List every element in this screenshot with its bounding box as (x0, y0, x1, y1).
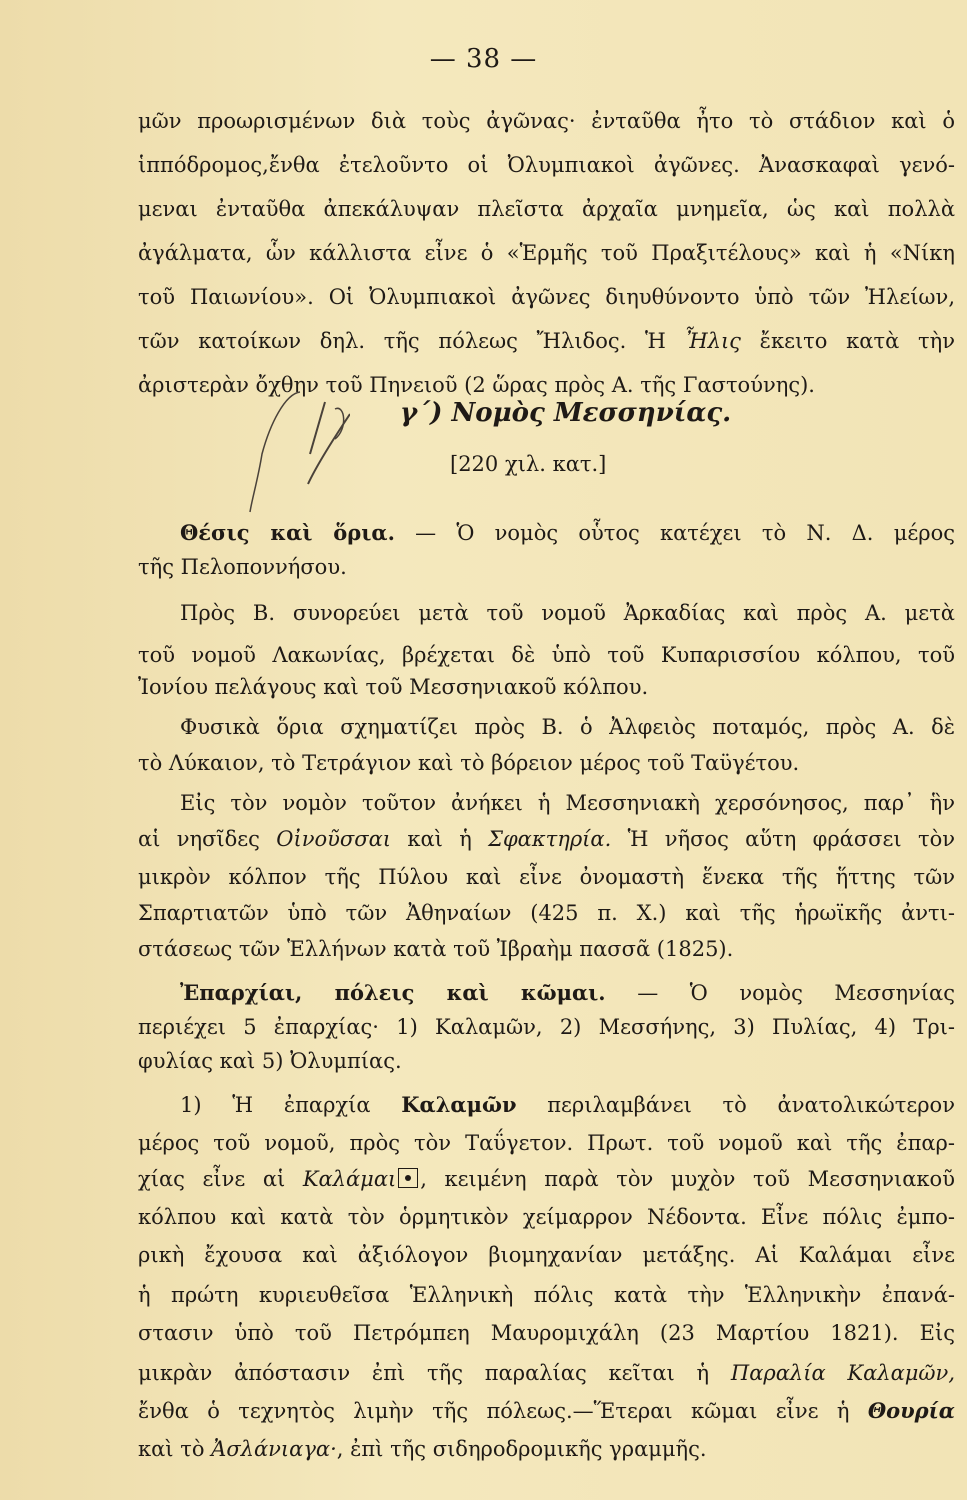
place-name: Οἰνοῦσσαι (276, 827, 391, 851)
place-name: Ἀσλάνιαγα· (211, 1437, 337, 1461)
line-text: ἔνθα ὁ τεχνητὸς λιμὴν τῆς πόλεως.—Ἕτεραι κῶμαι εἶνε ἡ (138, 1399, 850, 1423)
page-number: — 38 — (429, 44, 538, 74)
line-text: περιλαμβάνει τὸ ἀνατολικώτερον (547, 1093, 955, 1117)
text-line: τὸ Λύκαιον, τὸ Τετράγιον καὶ τὸ βόρειον μέρος τοῦ Ταϋγέτου. (138, 751, 800, 775)
text-line: στάσεως τῶν Ἑλλήνων κατὰ τοῦ Ἰβραὴμ πασσᾶ (1825). (138, 937, 734, 961)
line-text: Ἡ νῆσος αὕτη φράσσει τὸν (627, 827, 955, 851)
place-name: Καλάμαι (302, 1167, 397, 1191)
line-text: μικρὰν ἀπόστασιν ἐπὶ τῆς παραλίας κεῖται ἡ (138, 1361, 710, 1385)
text-line: περιέχει 5 ἐπαρχίας· 1) Καλαμῶν, 2) Μεσσήνης, 3) Πυλίας, 4) Τρι- (138, 1015, 955, 1039)
text-line (180, 518, 955, 548)
text-line (180, 978, 955, 1008)
place-name: Θουρία (867, 1398, 955, 1423)
text-line (138, 326, 955, 356)
place-name: Ἦλις (684, 329, 741, 353)
capital-marker-icon (398, 1168, 418, 1188)
text-line: μικρὸν κόλπον τῆς Πύλου καὶ εἶνε ὀνομαστὴ ἕνεκα τῆς ἥττης τῶν (138, 865, 955, 889)
line-text: — Ὁ νομὸς οὗτος κατέχει τὸ Ν. Δ. μέρος (415, 521, 955, 545)
text-line: κόλπου καὶ κατὰ τὸν ὁρμητικὸν χείμαρρον Νέδοντα. Εἶνε πόλις ἐμπο- (138, 1205, 955, 1229)
text-line (138, 1434, 955, 1464)
section-area: [220 χιλ. κατ.] (450, 452, 607, 476)
line-text: καὶ ἡ (407, 827, 472, 851)
text-line (138, 1164, 955, 1194)
handwritten-annotation (240, 384, 350, 514)
section-title: γ΄) Νομὸς Μεσσηνίας. (400, 398, 732, 428)
line-text: — Ὁ νομὸς Μεσσηνίας (637, 981, 955, 1005)
text-line: τῆς Πελοποννήσου. (138, 555, 347, 579)
text-line: τοῦ νομοῦ Λακωνίας, βρέχεται δὲ ὑπὸ τοῦ Κυπαρισσίου κόλπου, τοῦ (138, 643, 955, 667)
text-line: μεναι ἐνταῦθα ἀπεκάλυψαν πλεῖστα ἀρχαῖα μνημεῖα, ὡς καὶ πολλὰ (138, 197, 955, 221)
text-line: μέρος τοῦ νομοῦ, πρὸς τὸν Ταΰγετον. Πρωτ. τοῦ νομοῦ καὶ τῆς ἐπαρ- (138, 1131, 955, 1155)
line-text: 1) Ἡ ἐπαρχία (180, 1093, 371, 1117)
text-line: τοῦ Παιωνίου». Οἱ Ὀλυμπιακοὶ ἀγῶνες διηυθύνοντο ὑπὸ τῶν Ἠλείων, (138, 285, 955, 309)
text-line: Ἰονίου πελάγους καὶ τοῦ Μεσσηνιακοῦ κόλπου. (138, 675, 649, 699)
subsection-head: Θέσις καὶ ὅρια. (180, 520, 395, 545)
line-text: αἱ νησῖδες (138, 827, 260, 851)
text-line: ἀγάλματα, ὧν κάλλιστα εἶνε ὁ «Ἑρμῆς τοῦ Πραξιτέλους» καὶ ἡ «Νίκη (138, 241, 955, 265)
text-line: ἱππόδρομος,ἔνθα ἐτελοῦντο οἱ Ὀλυμπιακοὶ ἀγῶνες. Ἀνασκαφαὶ γενό- (138, 153, 955, 177)
line-text: ἔκειτο κατὰ τὴν (759, 329, 955, 353)
line-text: καὶ τὸ (138, 1437, 205, 1461)
text-line: Εἰς τὸν νομὸν τοῦτον ἀνήκει ἡ Μεσσηνιακὴ χερσόνησος, παρ᾿ ἣν (180, 791, 955, 815)
text-line (138, 1358, 955, 1388)
text-line: φυλίας καὶ 5) Ὀλυμπίας. (138, 1049, 402, 1073)
text-line: Πρὸς Β. συνορεύει μετὰ τοῦ νομοῦ Ἀρκαδίας καὶ πρὸς Α. μετὰ (180, 601, 955, 625)
text-line: Φυσικὰ ὅρια σχηματίζει πρὸς Β. ὁ Ἀλφειὸς ποταμός, πρὸς Α. δὲ (180, 715, 955, 739)
text-line: Σπαρτιατῶν ὑπὸ τῶν Ἀθηναίων (425 π. Χ.) καὶ τῆς ἡρωϊκῆς ἀντι- (138, 901, 955, 925)
subsection-head: Ἐπαρχίαι, πόλεις καὶ κῶμαι. (180, 980, 606, 1005)
text-line: ἀριστερὰν ὄχθην τοῦ Πηνειοῦ (2 ὥρας πρὸς Α. τῆς Γαστούνης). (138, 373, 815, 397)
place-name: Παραλία Καλαμῶν, (730, 1361, 955, 1385)
text-line (180, 1090, 955, 1120)
text-line: ρικὴ ἔχουσα καὶ ἀξιόλογον βιομηχανίαν μετάξης. Αἱ Καλάμαι εἶνε (138, 1243, 955, 1267)
text-line (138, 1396, 955, 1426)
text-line (138, 824, 955, 854)
province-name: Καλαμῶν (401, 1092, 517, 1117)
line-text: , ἐπὶ τῆς σιδηροδρομικῆς γραμμῆς. (336, 1437, 707, 1461)
place-name: Σφακτηρία. (488, 827, 612, 851)
text-line: στασιν ὑπὸ τοῦ Πετρόμπεη Μαυρομιχάλη (23 Μαρτίου 1821). Εἰς (138, 1321, 955, 1345)
line-text: , κειμένη παρὰ τὸν μυχὸν τοῦ Μεσσηνιακοῦ (420, 1167, 955, 1191)
line-text: τῶν κατοίκων δηλ. τῆς πόλεως Ἤλιδος. Ἡ (138, 329, 666, 353)
text-line: μῶν προωρισμένων διὰ τοὺς ἀγῶνας· ἐνταῦθα ἦτο τὸ στάδιον καὶ ὁ (138, 109, 955, 133)
text-line: ἡ πρώτη κυριευθεῖσα Ἑλληνικὴ πόλις κατὰ τὴν Ἑλληνικὴν ἐπανά- (138, 1283, 955, 1307)
line-text: χίας εἶνε αἱ (138, 1167, 286, 1191)
